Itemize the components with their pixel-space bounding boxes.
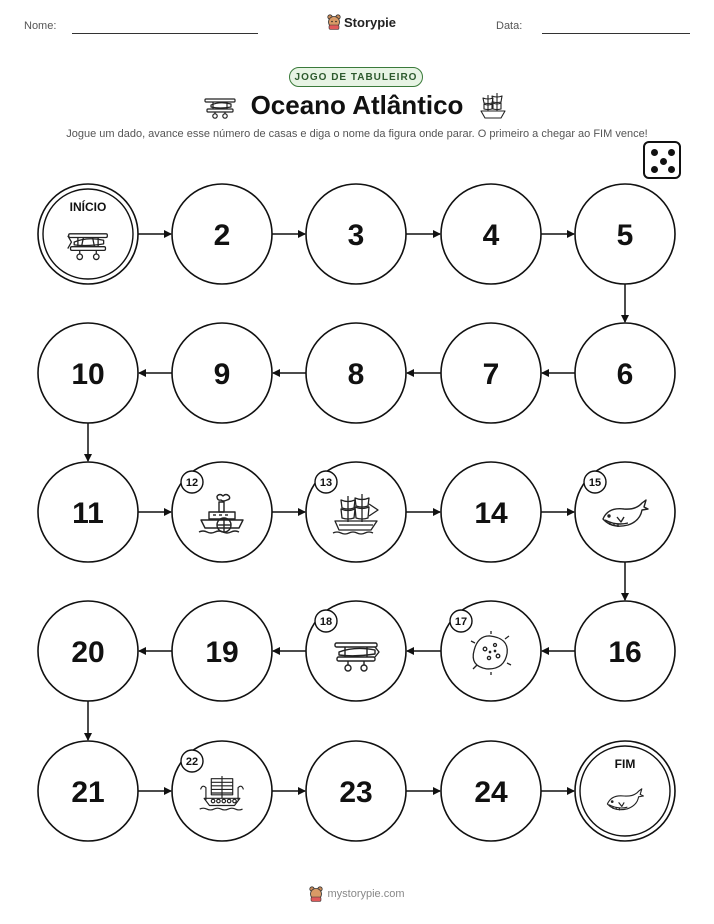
board-cell[interactable] [172,323,272,423]
cell-number: 14 [474,497,508,530]
board-cell[interactable] [441,741,541,841]
board-cell[interactable] [306,741,406,841]
cell-number: 7 [482,358,500,391]
board-cell[interactable] [38,601,138,701]
board-cell[interactable] [441,184,541,284]
board-cell[interactable] [172,184,272,284]
cell-label: FIM [614,757,636,771]
cell-number-badge: 13 [319,477,333,489]
cell-number: 11 [72,497,104,530]
board-cell[interactable] [575,601,675,701]
brand-name: Storypie [344,14,397,30]
cell-number-badge: 18 [319,616,333,628]
board-cell[interactable] [38,741,138,841]
cell-number-badge: 17 [454,616,468,628]
board-cell[interactable] [441,323,541,423]
name-label: Nome: [24,20,57,32]
board-cell[interactable] [172,741,272,841]
board-cell[interactable] [575,462,675,562]
cell-number: 21 [71,776,105,809]
board-cell[interactable] [306,184,406,284]
board-cell[interactable] [172,601,272,701]
date-label: Data: [496,20,523,32]
board-cell[interactable] [306,462,406,562]
cell-number: 3 [347,219,365,252]
board-cell[interactable] [441,601,541,701]
cell-number: 16 [608,636,642,669]
cell-number: 19 [205,636,239,669]
cell-number: 5 [616,219,634,252]
bear-icon [309,886,323,902]
board-cell[interactable] [306,323,406,423]
board-cell[interactable] [38,462,138,562]
cell-number: 2 [213,219,231,252]
cell-number: 6 [616,358,634,391]
cell-number-badge: 22 [185,756,199,768]
finish-cell[interactable] [575,741,675,841]
cell-number: 24 [474,776,508,809]
cell-number: 10 [71,358,105,391]
cell-number: 8 [347,358,365,391]
cell-number: 20 [71,636,105,669]
game-type-badge: JOGO DE TABULEIRO [289,67,423,87]
cell-number: 9 [213,358,231,391]
board-cell[interactable] [575,184,675,284]
instructions: Jogue um dado, avance esse número de casas e diga o nome da figura onde parar. O primeiro a chegar ao FIM vence! [66,128,648,140]
board-cell[interactable] [38,323,138,423]
cell-number-badge: 12 [185,477,199,489]
cell-number: 4 [482,219,500,252]
cell-number: 23 [339,776,373,809]
board-cell[interactable] [575,323,675,423]
board-cell[interactable] [306,601,406,701]
cell-label: INÍCIO [69,200,107,214]
board-cell[interactable] [441,462,541,562]
start-cell[interactable] [38,184,138,284]
cell-number-badge: 15 [588,477,602,489]
page-title: Oceano Atlântico [250,90,464,120]
board-cell[interactable] [172,462,272,562]
footer-url[interactable]: mystorypie.com [327,888,405,900]
footer [0,886,714,902]
